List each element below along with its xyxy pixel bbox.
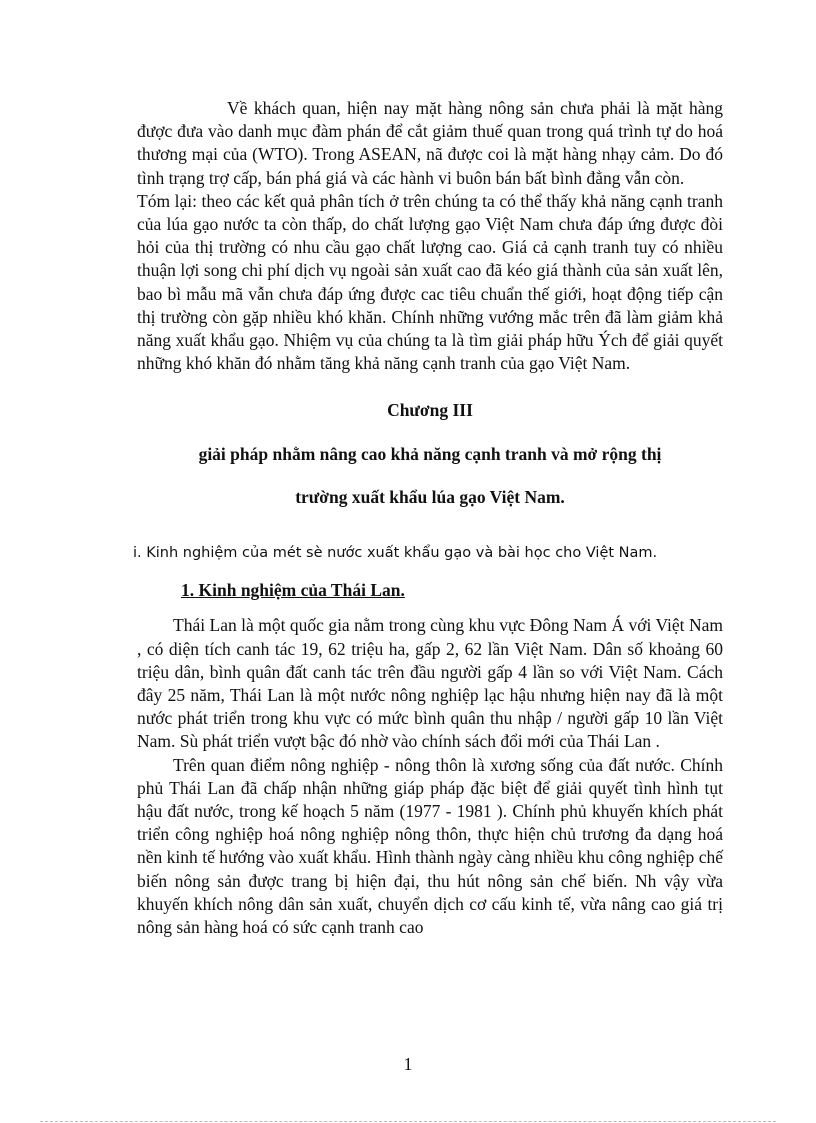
paragraph-thailand-policy: Trên quan điểm nông nghiệp - nông thôn là xương sống của đất nước. Chính phủ Thái Lan đã chấp nhận những giáp pháp đặc biệt để giải quyết tình hình tụt hậu đất nước, trong kế hoạch 5 năm (1977 - 1981 ). Chính phủ khuyến khích phát triển công nghiệp hoá nông nghiệp nông thôn, thực hiện chủ trương đa dạng hoá nền kinh tế hướng vào xuất khẩu. Hình thành ngày càng nhiều khu công nghiệp chế biến nông sản được trang bị hiện đại, thu hút nông sản chế biến. Nh vậy vừa khuyến khích nông dân sản xuất, chuyển dịch cơ cấu kinh tế, vừa nâng cao giá trị nông sản hàng hoá có sức cạnh tranh cao: [137, 754, 723, 938]
chapter-title-line-1: giải pháp nhằm nâng cao khả năng cạnh tranh và mở rộng thị: [198, 443, 662, 464]
page-number: 1: [403, 1054, 413, 1074]
chapter-title-line-2: trường xuất khẩu lúa gạo Việt Nam.: [295, 486, 565, 507]
chapter-number: Chương III: [387, 400, 473, 421]
page-content: [133, 97, 723, 939]
subheading-thailand: 1. Kinh nghiệm của Thái Lan.: [181, 580, 405, 601]
paragraph-objective-factors: Về khách quan, hiện nay mặt hàng nông sản chưa phải là mặt hàng được đưa vào danh mục đàm phán để cắt giảm thuế quan trong quá trình tự do hoá thương mại của (WTO). Trong ASEAN, nã được coi là mặt hàng nhạy cảm. Do đó tình trạng trợ cấp, bán phá giá và các hành vi buôn bán bất bình đẳng vẫn còn.: [137, 98, 723, 188]
paragraph-summary: Tóm lại: theo các kết quả phân tích ở trên chúng ta có thể thấy khả năng cạnh tranh của lúa gạo nước ta còn thấp, do chất lượng gạo Việt Nam chưa đáp ứng được đòi hỏi của thị trường có nhu cầu gạo chất lượng cao. Giá cả cạnh tranh tuy có nhiều thuận lợi song chi phí dịch vụ ngoài sản xuất cao đã kéo giá thành của sản xuất lên, bao bì mẫu mã vẫn chưa đáp ứng được cac tiêu chuẩn thế giới, hoạt động tiếp cận thị trường còn gặp nhiều khó khăn. Chính những vướng mắc trên đã làm giảm khả năng xuất khẩu gạo. Nhiệm vụ của chúng ta là tìm giải pháp hữu Ých để giải quyết những khó khăn đó nhằm tăng khả năng cạnh tranh của gạo Việt Nam.: [137, 190, 723, 374]
section-heading: i. Kinh nghiệm của mét sè nước xuất khẩu gạo và bài học cho Việt Nam.: [133, 545, 658, 562]
paragraph-thailand-overview: Thái Lan là một quốc gia nằm trong cùng khu vực Đông Nam Á với Việt Nam , có diện tích canh tác 19, 62 triệu ha, gấp 2, 62 lần Việt Nam. Dân số khoảng 60 triệu dân, bình quân đất canh tác trên đầu người gấp 4 lần so với Việt Nam. Cách đây 25 năm, Thái Lan là một nước nông nghiệp lạc hậu nhưng hiện nay đã là một nước phát triển trong khu vực có mức bình quân thu nhập / người gấp 10 lần Việt Nam. Sù phát triển vượt bậc đó nhờ vào chính sách đổi mới của Thái Lan .: [137, 615, 723, 752]
page-bottom-divider: [40, 1121, 776, 1122]
